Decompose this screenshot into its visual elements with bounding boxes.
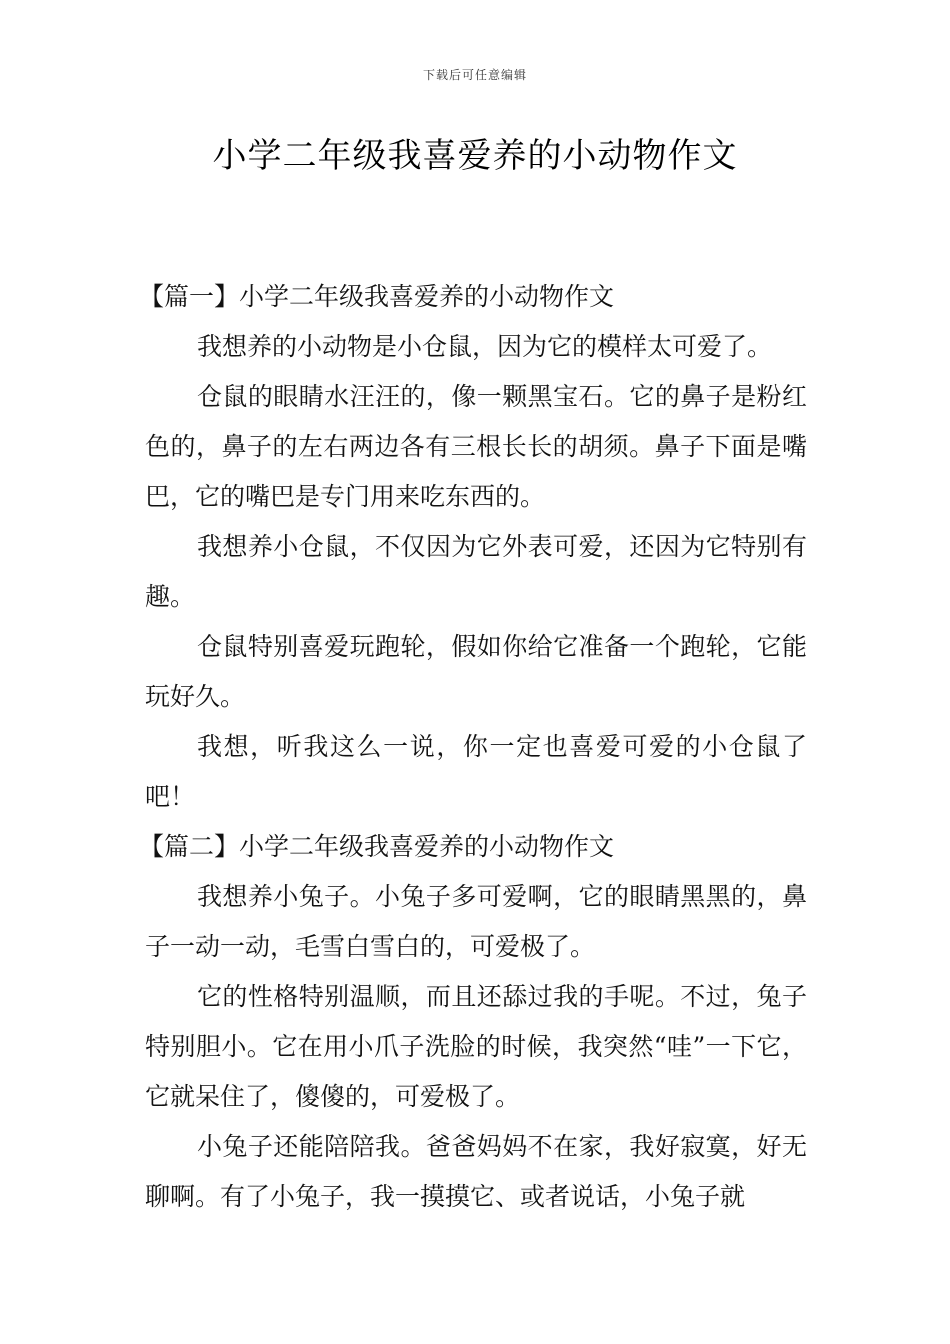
paragraph: 我想养的小动物是小仓鼠，因为它的模样太可爱了。 [197, 332, 773, 361]
paragraph: 仓鼠特别喜爱玩跑轮，假如你给它准备一个跑轮，它能玩好久。 [145, 632, 807, 711]
section-heading: 【篇一】小学二年级我喜爱养的小动物作文 [139, 282, 615, 311]
paragraph: 我想，听我这么一说，你一定也喜爱可爱的小仓鼠了吧！ [145, 732, 807, 811]
section-2 [139, 822, 807, 1222]
section-1 [139, 272, 807, 822]
paragraph: 仓鼠的眼睛水汪汪的，像一颗黑宝石。它的鼻子是粉红色的，鼻子的左右两边各有三根长长的胡须。鼻子下面是嘴巴，它的嘴巴是专门用来吃东西的。 [145, 382, 807, 511]
paragraph: 小兔子还能陪陪我。爸爸妈妈不在家，我好寂寞，好无聊啊。有了小兔子，我一摸摸它、或者说话，小兔子就 [145, 1132, 807, 1211]
document-body [139, 272, 807, 1222]
paragraph: 它的性格特别温顺，而且还舔过我的手呢。不过，兔子特别胆小。它在用小爪子洗脸的时候，我突然“哇”一下它，它就呆住了，傻傻的，可爱极了。 [145, 982, 807, 1111]
section-heading: 【篇二】小学二年级我喜爱养的小动物作文 [139, 832, 615, 861]
paragraph: 我想养小仓鼠，不仅因为它外表可爱，还因为它特别有趣。 [145, 532, 807, 611]
paragraph: 我想养小兔子。小兔子多可爱啊，它的眼睛黑黑的，鼻子一动一动，毛雪白雪白的，可爱极了。 [145, 882, 807, 961]
document-title: 小学二年级我喜爱养的小动物作文 [212, 136, 738, 176]
header-note: 下载后可任意编辑 [422, 68, 527, 82]
